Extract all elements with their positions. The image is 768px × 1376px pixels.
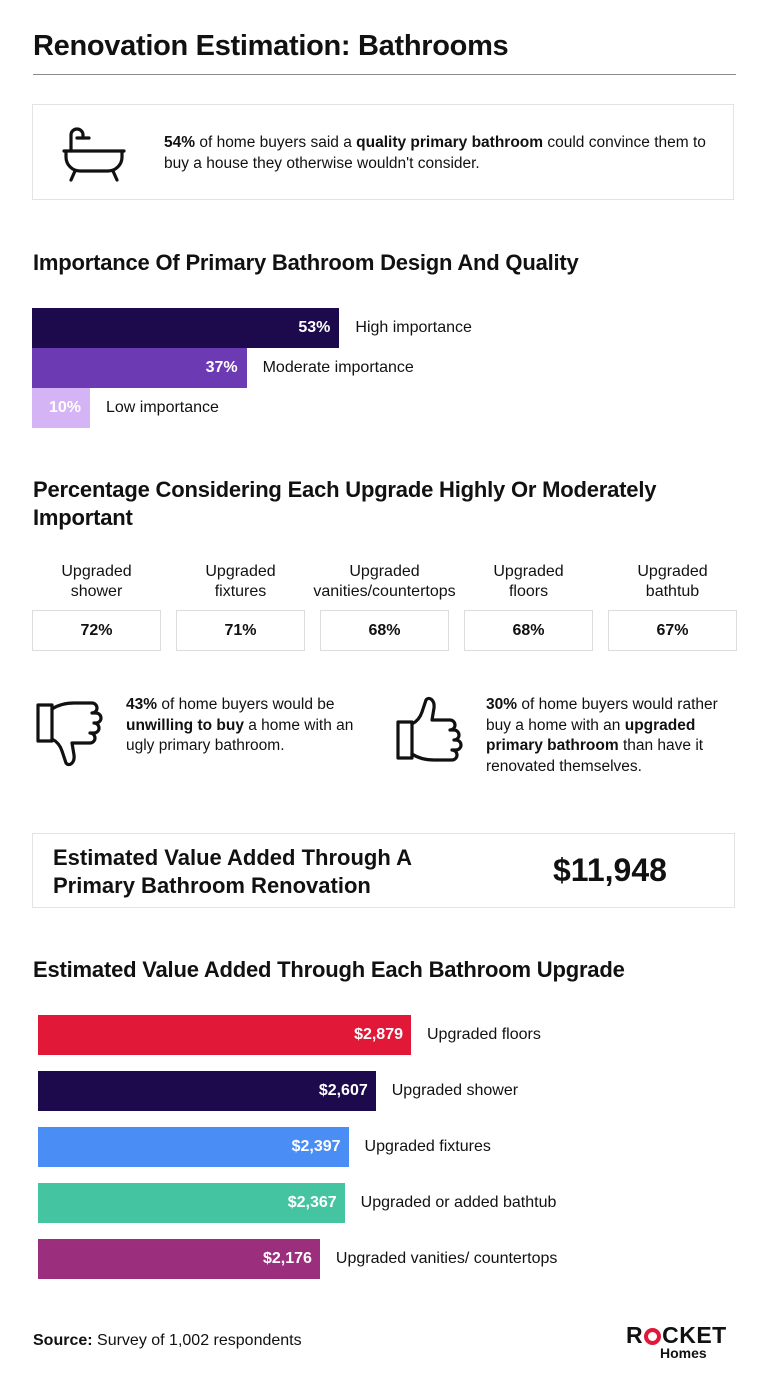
- logo-wordmark: [626, 1323, 736, 1347]
- bathroom-stat-callout: [32, 104, 734, 200]
- source-text: Survey of 1,002 respondents: [92, 1332, 302, 1349]
- rocket-homes-logo: [626, 1322, 736, 1361]
- value-bar: [38, 1015, 411, 1055]
- importance-bar-value: 37%: [205, 359, 238, 376]
- estimated-value-amount: $11,948: [553, 852, 667, 888]
- fact-right-emphasis: upgraded primary bathroom: [486, 716, 696, 754]
- upgrade-label: Upgraded bathtub: [637, 563, 708, 600]
- estimated-value-box: [32, 833, 735, 908]
- upgrade-label: Upgraded shower: [61, 563, 132, 600]
- value-bar-label: Upgraded floors: [427, 1026, 541, 1043]
- callout-text-a: of home buyers said a: [195, 134, 357, 151]
- page-title: Renovation Estimation: Bathrooms: [33, 30, 509, 62]
- value-bar: [38, 1127, 349, 1167]
- upgrades-heading: Percentage Considering Each Upgrade Highly Or Moderately Important: [33, 477, 657, 530]
- fact-left-emphasis: unwilling to buy: [126, 716, 244, 734]
- fact-left-pct: 43%: [126, 696, 158, 713]
- fact-right-pct: 30%: [486, 696, 518, 713]
- callout-emphasis: quality primary bathroom: [356, 134, 544, 151]
- fact-unwilling: [126, 695, 358, 757]
- upgrade-value: 68%: [464, 610, 593, 651]
- value-bar-label: Upgraded shower: [391, 1082, 519, 1099]
- importance-bar-label: Low importance: [106, 399, 219, 416]
- fact-left-text-b: a home with an ugly primary bathroom.: [126, 716, 354, 754]
- value-bar: [38, 1183, 345, 1223]
- source-note: [33, 1332, 302, 1350]
- value-added-heading: Estimated Value Added Through Each Bathroom Upgrade: [33, 957, 625, 982]
- importance-bar: [32, 308, 339, 348]
- importance-bar-value: 53%: [298, 319, 331, 336]
- fact-right-text-a: of home buyers would rather buy a home with an: [486, 696, 718, 734]
- thumbs-up-icon: [396, 694, 466, 771]
- fact-right-text-b: than have it renovated themselves.: [486, 737, 704, 775]
- upgrade-value: 72%: [32, 610, 161, 651]
- upgrade-value: 67%: [608, 610, 737, 651]
- value-bar-value: $2,176: [262, 1250, 312, 1267]
- source-label: Source:: [33, 1332, 93, 1349]
- value-bar-value: $2,367: [287, 1194, 337, 1211]
- importance-bar-label: High importance: [355, 319, 472, 336]
- bathtub-icon: [61, 127, 127, 190]
- value-bar-label: Upgraded or added bathtub: [360, 1194, 557, 1211]
- upgrade-value: 71%: [176, 610, 305, 651]
- logo-ring-icon: [644, 1328, 661, 1345]
- thumbs-down-icon: [36, 697, 106, 774]
- value-bar-value: $2,879: [354, 1026, 403, 1043]
- value-bar-label: Upgraded fixtures: [364, 1138, 491, 1155]
- upgrade-value: 68%: [320, 610, 449, 651]
- estimated-value-label: Estimated Value Added Through A Primary Bathroom Renovation: [53, 845, 412, 898]
- callout-text: [164, 132, 724, 174]
- fact-left-text-a: of home buyers would be: [157, 696, 335, 713]
- logo-letters: CKET: [662, 1322, 727, 1348]
- importance-bar-value: 10%: [48, 399, 81, 416]
- value-bar-label: Upgraded vanities/ countertops: [335, 1250, 558, 1267]
- value-bar: [38, 1239, 320, 1279]
- importance-bar: [32, 388, 90, 428]
- logo-subtitle: Homes: [660, 1345, 707, 1361]
- importance-bar-label: Moderate importance: [262, 359, 414, 376]
- callout-pct: 54%: [164, 134, 196, 151]
- value-bar-value: $2,397: [291, 1138, 341, 1155]
- upgrade-label: Upgraded vanities/countertops: [313, 563, 456, 600]
- logo-letter-r: R: [626, 1322, 644, 1348]
- upgrade-label: Upgraded floors: [493, 563, 564, 600]
- fact-rather-buy: [486, 695, 731, 777]
- importance-heading: Importance Of Primary Bathroom Design And Quality: [33, 250, 579, 275]
- value-bar-value: $2,607: [318, 1082, 368, 1099]
- value-bar: [38, 1071, 376, 1111]
- callout-text-b: could convince them to buy a house they otherwise wouldn't consider.: [164, 134, 706, 172]
- title-divider: [33, 74, 736, 75]
- upgrade-label: Upgraded fixtures: [205, 563, 276, 600]
- importance-bar: [32, 348, 247, 388]
